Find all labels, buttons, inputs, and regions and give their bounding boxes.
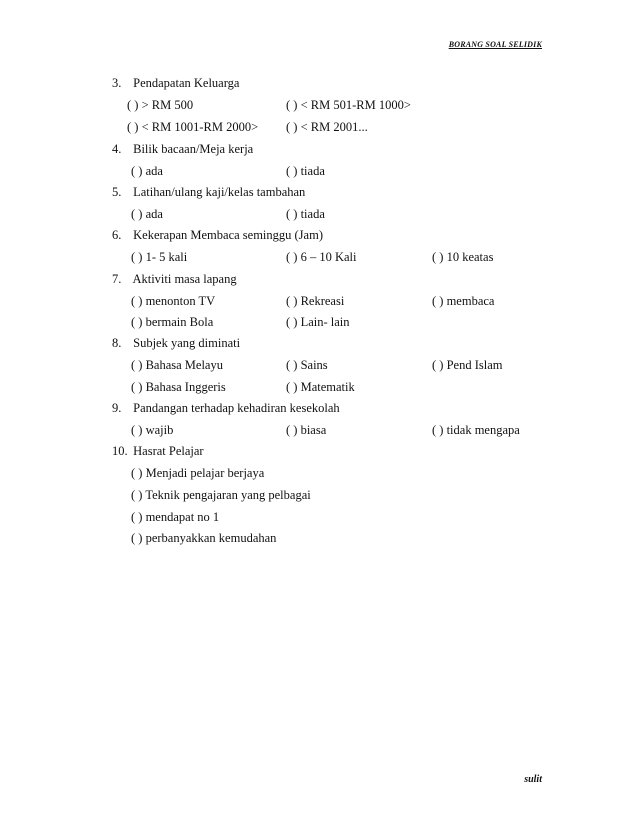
option-checkbox[interactable]: ( ) menonton TV: [131, 294, 216, 308]
question-number: 7.: [112, 272, 122, 286]
option-checkbox[interactable]: ( ) 1- 5 kali: [131, 250, 188, 264]
option-checkbox[interactable]: ( ) > RM 500: [127, 98, 194, 112]
option-checkbox[interactable]: ( ) Bahasa Inggeris: [131, 380, 226, 394]
question-text: Kekerapan Membaca seminggu (Jam): [133, 228, 323, 242]
option-checkbox[interactable]: ( ) Bahasa Melayu: [131, 358, 223, 372]
option-checkbox[interactable]: ( ) mendapat no 1: [131, 510, 220, 524]
question-8: [112, 336, 240, 351]
footer-label: sulit: [524, 774, 542, 785]
option-checkbox[interactable]: ( ) Rekreasi: [286, 294, 345, 308]
option-checkbox[interactable]: ( ) bermain Bola: [131, 315, 214, 329]
option-checkbox[interactable]: ( ) 10 keatas: [432, 250, 494, 264]
question-number: 9.: [112, 401, 122, 415]
question-number: 8.: [112, 336, 122, 350]
question-number: 6.: [112, 228, 122, 242]
question-text: Latihan/ulang kaji/kelas tambahan: [133, 185, 306, 199]
option-checkbox[interactable]: ( ) Pend Islam: [432, 358, 503, 372]
option-checkbox[interactable]: ( ) tiada: [286, 207, 325, 221]
question-number: 4.: [112, 142, 122, 156]
option-checkbox[interactable]: ( ) Matematik: [286, 380, 355, 394]
question-7: [112, 272, 237, 287]
option-checkbox[interactable]: ( ) ada: [131, 164, 163, 178]
question-10: [112, 444, 204, 459]
question-text: Subjek yang diminati: [133, 336, 241, 350]
option-checkbox[interactable]: ( ) wajib: [131, 423, 174, 437]
option-checkbox[interactable]: ( ) < RM 501-RM 1000>: [286, 98, 411, 112]
question-6: [112, 228, 323, 243]
question-text: Pendapatan Keluarga: [133, 76, 240, 90]
option-checkbox[interactable]: ( ) ada: [131, 207, 163, 221]
question-text: Hasrat Pelajar: [133, 444, 204, 458]
form-header: BORANG SOAL SELIDIK: [448, 40, 542, 49]
option-checkbox[interactable]: ( ) biasa: [286, 423, 327, 437]
question-3: [112, 76, 239, 91]
question-4: [112, 142, 253, 157]
question-text: Aktiviti masa lapang: [132, 272, 237, 286]
option-checkbox[interactable]: ( ) Lain- lain: [286, 315, 350, 329]
option-checkbox[interactable]: ( ) Menjadi pelajar berjaya: [131, 466, 265, 480]
option-checkbox[interactable]: ( ) Teknik pengajaran yang pelbagai: [131, 488, 311, 502]
question-number: 5.: [112, 185, 122, 199]
question-5: [112, 185, 305, 200]
question-text: Bilik bacaan/Meja kerja: [133, 142, 254, 156]
question-number: 10.: [112, 444, 128, 458]
option-checkbox[interactable]: ( ) 6 – 10 Kali: [286, 250, 357, 264]
question-number: 3.: [112, 76, 122, 90]
option-checkbox[interactable]: ( ) < RM 1001-RM 2000>: [127, 120, 259, 134]
option-checkbox[interactable]: ( ) membaca: [432, 294, 495, 308]
option-checkbox[interactable]: ( ) tiada: [286, 164, 325, 178]
option-checkbox[interactable]: ( ) Sains: [286, 358, 328, 372]
option-checkbox[interactable]: ( ) tidak mengapa: [432, 423, 520, 437]
question-text: Pandangan terhadap kehadiran kesekolah: [133, 401, 340, 415]
question-9: [112, 401, 340, 416]
option-checkbox[interactable]: ( ) perbanyakkan kemudahan: [131, 531, 277, 545]
option-checkbox[interactable]: ( ) < RM 2001...: [286, 120, 368, 134]
